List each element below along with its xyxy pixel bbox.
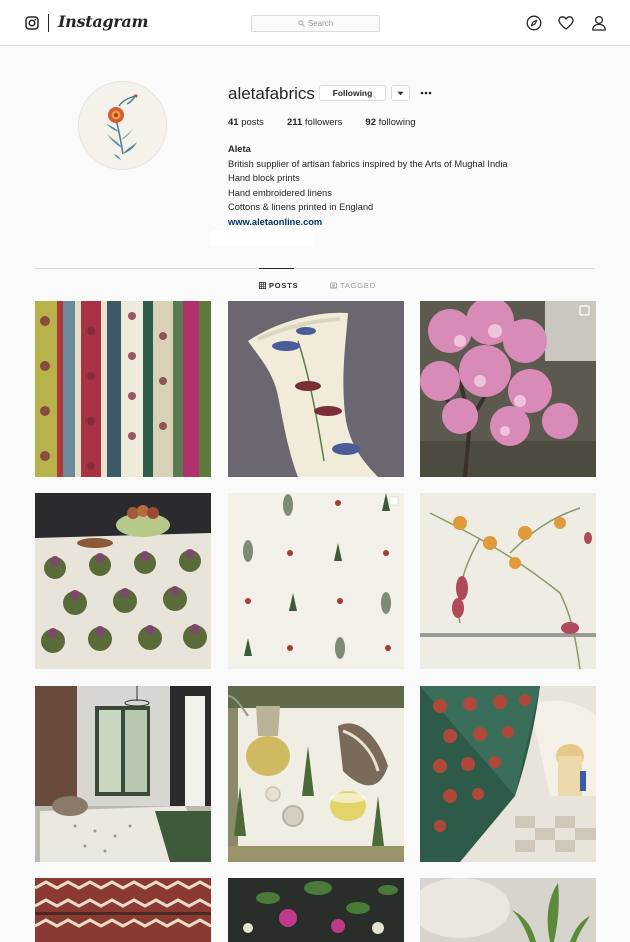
tabs-divider <box>35 268 595 269</box>
tagged-portrait-icon <box>330 282 337 289</box>
post-image <box>35 878 211 942</box>
followers-label: followers <box>304 117 343 128</box>
post-image <box>228 493 404 669</box>
following-button[interactable]: Following <box>319 85 386 101</box>
active-tab-indicator <box>259 268 294 269</box>
search-icon <box>298 20 305 27</box>
suggestions-dropdown-button[interactable] <box>391 85 410 101</box>
post-image <box>420 301 596 477</box>
post-thumbnail-palace-canopy[interactable] <box>420 686 596 862</box>
post-thumbnail-garden-flowers[interactable] <box>228 878 404 942</box>
instagram-camera-icon[interactable] <box>25 16 39 30</box>
tab-posts-label: POSTS <box>269 281 299 290</box>
tab-tagged-label: TAGGED <box>340 281 376 290</box>
bio-full-name: Aleta <box>228 144 251 154</box>
post-image <box>228 878 404 942</box>
post-image <box>228 301 404 477</box>
post-image <box>420 686 596 862</box>
post-image <box>35 301 211 477</box>
post-image <box>35 686 211 862</box>
heart-activity-icon[interactable] <box>558 15 574 31</box>
profile-username: aleta​fabrics <box>228 84 315 103</box>
posts-count: 41 <box>228 117 239 128</box>
following-stat[interactable] <box>365 117 415 128</box>
post-image <box>228 686 404 862</box>
redacted-block <box>211 230 315 247</box>
profile-stats <box>228 117 439 128</box>
profile-avatar <box>78 81 167 170</box>
post-thumbnail-striped-fabrics[interactable] <box>35 301 211 477</box>
posts-count-stat <box>228 117 264 128</box>
floral-logo-image <box>79 82 167 170</box>
post-thumbnail-embroidered-roll[interactable] <box>228 301 404 477</box>
ellipsis-icon <box>420 91 432 95</box>
logo-divider <box>48 14 49 32</box>
user-profile-icon[interactable] <box>591 15 607 31</box>
search-input[interactable] <box>251 15 380 32</box>
search-placeholder: Search <box>307 19 334 28</box>
bio-line: British supplier of artisan fabrics inspired by the Arts of Mughal India <box>228 158 508 169</box>
caret-down-icon <box>397 91 404 96</box>
followers-count: 211 <box>286 117 303 128</box>
instagram-wordmark[interactable]: Instagram <box>58 12 149 31</box>
post-thumbnail-branch-print[interactable] <box>420 493 596 669</box>
profile-bio <box>228 142 508 229</box>
post-thumbnail-tablecloth[interactable] <box>35 493 211 669</box>
compass-explore-icon[interactable] <box>526 15 542 31</box>
tab-posts[interactable] <box>259 281 298 290</box>
post-image <box>420 878 596 942</box>
post-image <box>35 493 211 669</box>
bio-line: Hand block prints <box>228 173 300 183</box>
more-options-button[interactable] <box>418 85 434 101</box>
post-thumbnail-tea-tray[interactable] <box>228 686 404 862</box>
post-thumbnail-bedroom[interactable] <box>35 686 211 862</box>
bio-line: Cottons & linens printed in England <box>228 202 374 212</box>
grid-icon <box>259 282 266 289</box>
post-thumbnail-motif-print[interactable] <box>228 493 404 669</box>
bio-website-link[interactable]: www.aletaonline.com <box>228 216 323 227</box>
tab-tagged[interactable] <box>330 281 376 290</box>
following-count: 92 <box>365 117 376 128</box>
post-thumbnail-green-leaves[interactable] <box>420 878 596 942</box>
post-image <box>420 493 596 669</box>
post-thumbnail-chevron-fabrics[interactable] <box>35 878 211 942</box>
top-nav <box>0 0 630 46</box>
following-label: following <box>378 117 416 128</box>
followers-stat[interactable] <box>287 117 342 128</box>
bio-line: Hand embroidered linens <box>228 187 332 198</box>
post-thumbnail-magnolia-tree[interactable] <box>420 301 596 477</box>
posts-label: posts <box>241 117 264 128</box>
